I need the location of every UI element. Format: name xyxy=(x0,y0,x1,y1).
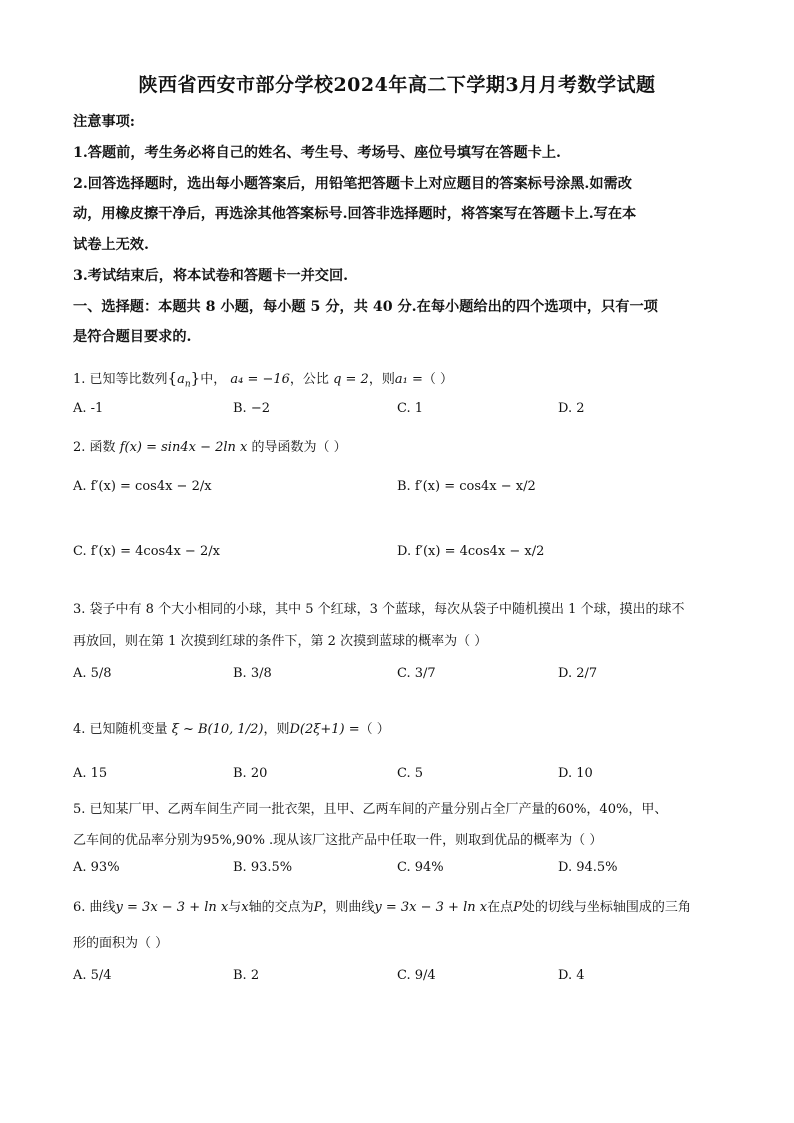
q2-option-d[interactable] xyxy=(397,544,544,559)
q3-option-b[interactable]: B. 3/8 xyxy=(233,666,272,681)
q2-option-d-text: D. f′(x) = 4cos4x − x/2 xyxy=(397,544,545,559)
q1-prefix: 1. 已知等比数列 xyxy=(73,372,168,387)
q6-option-d[interactable]: D. 4 xyxy=(558,968,585,983)
q4-option-c[interactable]: C. 5 xyxy=(397,766,424,781)
q2-option-a[interactable] xyxy=(73,479,212,494)
notice-item-2-line-2: 动，用橡皮擦干净后，再选涂其他答案标号.回答非选择题时，将答案写在答题卡上.写在本 xyxy=(73,206,637,222)
section-1-heading-line-1: 一、选择题：本题共 8 小题，每小题 5 分，共 40 分.在每小题给出的四个选项中，只有一项 xyxy=(73,299,658,315)
q2-option-a-text: A. f′(x) = cos4x − 2/x xyxy=(73,479,212,494)
q4-expression: D(2ξ+1) = xyxy=(289,722,360,737)
q5-option-d[interactable]: D. 94.5% xyxy=(558,860,618,875)
q6-p4: ，则曲线 xyxy=(322,900,375,915)
q2-function: f(x) = sin4x − 2ln x xyxy=(119,440,248,455)
q2-option-c[interactable] xyxy=(73,544,220,559)
question-6-line-2: 形的面积为（ ） xyxy=(73,936,169,951)
q1-mid2: ，公比 xyxy=(289,372,329,387)
q6-option-c[interactable]: C. 9/4 xyxy=(397,968,436,983)
q1-option-b[interactable]: B. −2 xyxy=(233,401,270,416)
q6-option-b[interactable]: B. 2 xyxy=(233,968,260,983)
q4-distribution: ξ ~ B(10, 1/2) xyxy=(171,722,264,737)
q1-suffix: （ ） xyxy=(422,372,453,387)
q4-option-b[interactable]: B. 20 xyxy=(233,766,268,781)
q1-a4: a₄ = −16 xyxy=(230,372,290,387)
q2-option-b-text: B. f′(x) = cos4x − x/2 xyxy=(397,479,536,494)
q1-a1: a₁ = xyxy=(394,372,423,387)
notice-item-2-line-1: 2.回答选择题时，选出每小题答案后，用铅笔把答题卡上对应题目的答案标号涂黑.如需改 xyxy=(73,176,632,192)
q4-option-d[interactable]: D. 10 xyxy=(558,766,593,781)
q2-suffix: 的导函数为（ ） xyxy=(251,440,347,455)
question-3-line-1: 3. 袋子中有 8 个大小相同的小球，其中 5 个红球，3 个蓝球，每次从袋子中随机摸出 1 个球，摸出的球不 xyxy=(73,602,685,617)
q6-p6: 处的切线与坐标轴围成的三角 xyxy=(521,900,691,915)
q3-option-c[interactable]: C. 3/7 xyxy=(397,666,436,681)
question-5-line-2: 乙车间的优品率分别为95%,90% .现从该厂这批产品中任取一件，则取到优品的概率为（ ） xyxy=(73,833,603,848)
q2-prefix: 2. 函数 xyxy=(73,440,116,455)
q4-option-a[interactable]: A. 15 xyxy=(73,766,108,781)
question-6-line-1 xyxy=(73,896,691,915)
q1-option-a[interactable]: A. -1 xyxy=(73,401,104,416)
question-4 xyxy=(73,718,390,737)
q3-option-a[interactable]: A. 5/8 xyxy=(73,666,112,681)
notice-item-1: 1.答题前，考生务必将自己的姓名、考生号、考场号、座位号填写在答题卡上. xyxy=(73,145,561,161)
q2-option-b[interactable] xyxy=(397,479,536,494)
question-5-line-1: 5. 已知某厂甲、乙两车间生产同一批衣架，且甲、乙两车间的产量分别占全厂产量的60%，40%，甲、 xyxy=(73,802,668,817)
q6-p5: 在点 xyxy=(487,900,514,915)
q6-p3: 轴的交点为 xyxy=(248,900,314,915)
q6-point-p-1: P xyxy=(313,900,323,915)
q6-p1: 6. 曲线 xyxy=(73,900,116,915)
notice-item-2-line-3: 试卷上无效. xyxy=(73,237,149,253)
q6-option-a[interactable]: A. 5/4 xyxy=(73,968,112,983)
q1-option-c[interactable]: C. 1 xyxy=(397,401,424,416)
page-title: 陕西省西安市部分学校2024年高二下学期3月月考数学试题 xyxy=(138,74,656,96)
question-1 xyxy=(73,368,453,390)
q1-option-d[interactable]: D. 2 xyxy=(558,401,585,416)
q6-curve-2: y = 3x − 3 + ln x xyxy=(374,900,488,915)
q1-ratio: q = 2 xyxy=(333,372,369,387)
q5-option-a[interactable]: A. 93% xyxy=(73,860,120,875)
q1-mid1: 中， xyxy=(200,372,227,387)
question-3-line-2: 再放回，则在第 1 次摸到红球的条件下，第 2 次摸到蓝球的概率为（ ） xyxy=(73,634,488,649)
q4-mid: ，则 xyxy=(263,722,290,737)
q6-point-p-2: P xyxy=(513,900,522,915)
q5-option-c[interactable]: C. 94% xyxy=(397,860,444,875)
q1-mid3: ，则 xyxy=(368,372,395,387)
q5-option-b[interactable]: B. 93.5% xyxy=(233,860,293,875)
q3-option-d[interactable]: D. 2/7 xyxy=(558,666,598,681)
q6-p2: 与 xyxy=(228,900,242,915)
q4-prefix: 4. 已知随机变量 xyxy=(73,722,168,737)
q6-curve-1: y = 3x − 3 + ln x xyxy=(115,900,229,915)
q2-option-c-text: C. f′(x) = 4cos4x − 2/x xyxy=(73,544,220,559)
q1-sequence: $\{a_n\}$ xyxy=(167,369,201,390)
notice-heading: 注意事项: xyxy=(73,114,135,130)
q6-x-axis: x xyxy=(241,900,249,915)
section-1-heading-line-2: 是符合题目要求的. xyxy=(73,329,192,345)
q4-suffix: （ ） xyxy=(359,722,390,737)
question-2 xyxy=(73,436,347,455)
notice-item-3: 3.考试结束后，将本试卷和答题卡一并交回. xyxy=(73,268,349,284)
